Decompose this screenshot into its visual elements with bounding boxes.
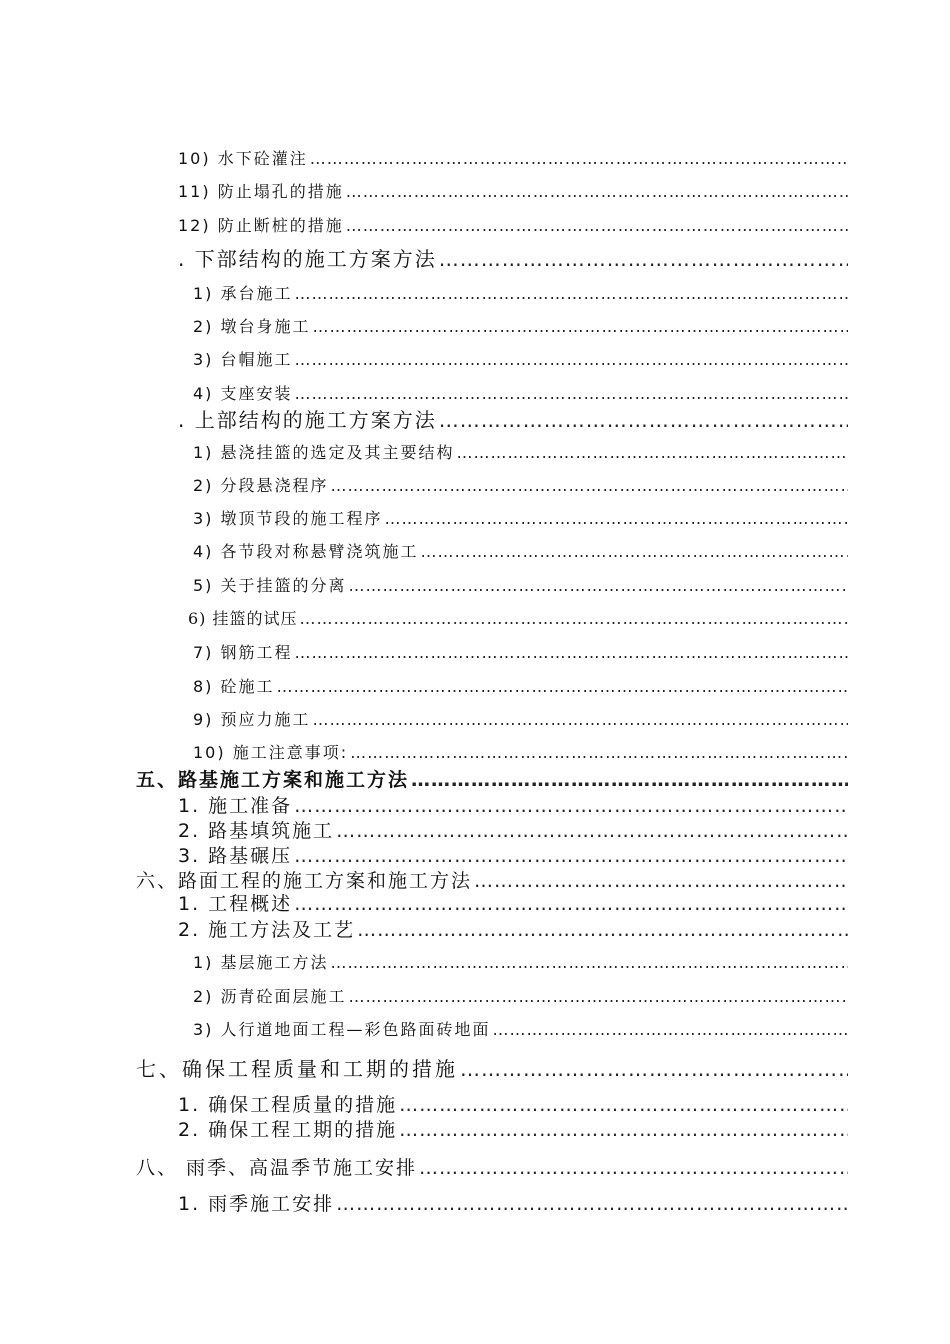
toc-entry-text: 11) 防止塌孔的措施	[178, 182, 344, 201]
toc-line	[178, 791, 848, 818]
toc-line	[178, 1115, 848, 1142]
dot-leader	[295, 350, 848, 369]
toc-line	[178, 179, 848, 202]
toc-line	[136, 1053, 848, 1082]
toc-entry-text: . 下部结构的施工方案方法	[178, 247, 437, 271]
toc-entry-text: 10) 施工注意事项:	[193, 743, 349, 762]
toc-line	[178, 213, 848, 236]
toc-line	[178, 404, 848, 433]
toc-entry-text: 1. 施工准备	[178, 795, 293, 817]
toc-line	[178, 915, 848, 942]
dot-leader	[385, 509, 848, 528]
toc-entry-text: 1. 工程概述	[178, 893, 293, 915]
dot-leader	[349, 576, 848, 595]
dot-leader	[460, 1057, 848, 1081]
dot-leader	[331, 953, 848, 972]
dot-leader	[295, 284, 848, 303]
toc-line	[188, 606, 848, 629]
toc-line	[178, 1090, 848, 1117]
toc-entry-text: 8) 砼施工	[193, 677, 275, 696]
toc-line	[193, 381, 848, 404]
toc-entry-text: 3) 墩顶节段的施工程序	[193, 509, 383, 528]
toc-line	[178, 816, 848, 843]
dot-leader	[336, 820, 848, 842]
toc-entry-text: 12) 防止断桩的措施	[178, 216, 344, 235]
dot-leader	[336, 1193, 848, 1215]
dot-leader	[419, 1157, 848, 1179]
dot-leader	[399, 1119, 848, 1141]
dot-leader	[357, 919, 848, 941]
dot-leader	[310, 149, 848, 168]
toc-entry-text: 1) 悬浇挂篮的选定及其主要结构	[193, 443, 455, 462]
toc-line	[136, 1153, 848, 1180]
toc-entry-text: 3) 人行道地面工程—彩色路面砖地面	[193, 1020, 491, 1039]
toc-line	[193, 740, 848, 763]
dot-leader	[346, 216, 848, 235]
dot-leader	[277, 677, 848, 696]
dot-leader	[313, 710, 848, 729]
toc-entry-text: 2) 沥青砼面层施工	[193, 987, 347, 1006]
toc-entry-text: 2) 分段悬浇程序	[193, 476, 329, 495]
toc-line	[193, 314, 848, 337]
toc-entry-text: 9) 预应力施工	[193, 710, 311, 729]
dot-leader	[439, 408, 848, 432]
dot-leader	[493, 1020, 848, 1039]
dot-leader	[295, 643, 848, 662]
toc-entry-text: . 上部结构的施工方案方法	[178, 408, 437, 432]
toc-line	[193, 674, 848, 697]
toc-entry-text: 4) 各节段对称悬臂浇筑施工	[193, 542, 419, 561]
toc-entry-text: 2. 施工方法及工艺	[178, 919, 356, 941]
toc-entry-text: 1. 雨季施工安排	[178, 1193, 335, 1215]
dot-leader	[399, 1094, 848, 1116]
toc-line	[193, 440, 848, 463]
toc-entry-text: 2. 路基填筑施工	[178, 820, 335, 842]
toc-line	[193, 347, 848, 370]
toc-line	[193, 950, 848, 973]
toc-line	[178, 146, 848, 169]
dot-leader	[349, 987, 848, 1006]
toc-entry-text: 5) 关于挂篮的分离	[193, 576, 347, 595]
toc-entry-text: 3) 台帽施工	[193, 350, 293, 369]
toc-line	[178, 841, 848, 868]
toc-line	[178, 1189, 848, 1216]
dot-leader	[411, 769, 848, 791]
toc-line	[193, 281, 848, 304]
toc-entry-text: 10) 水下砼灌注	[178, 149, 308, 168]
toc-entry-text: 3. 路基碾压	[178, 845, 293, 867]
dot-leader	[300, 609, 848, 628]
dot-leader	[439, 247, 848, 271]
toc-entry-text: 七、确保工程质量和工期的措施	[136, 1057, 458, 1081]
dot-leader	[295, 384, 848, 403]
toc-line	[193, 984, 848, 1007]
dot-leader	[331, 476, 848, 495]
toc-line	[193, 473, 848, 496]
toc-entry-text: 八、 雨季、高温季节施工安排	[136, 1157, 418, 1179]
dot-leader	[294, 893, 848, 915]
toc-entry-text: 1) 基层施工方法	[193, 953, 329, 972]
toc-line	[193, 1017, 848, 1040]
toc-line	[178, 889, 848, 916]
toc-entry-text: 6) 挂篮的试压	[188, 609, 298, 628]
dot-leader	[350, 743, 848, 762]
toc-entry-text: 2. 确保工程工期的措施	[178, 1119, 398, 1141]
toc-entry-text: 4) 支座安装	[193, 384, 293, 403]
toc-entry-text: 五、路基施工方案和施工方法	[136, 769, 410, 791]
dot-leader	[346, 182, 848, 201]
toc-line	[193, 573, 848, 596]
dot-leader	[421, 542, 848, 561]
toc-line	[193, 707, 848, 730]
toc-entry-text: 1) 承台施工	[193, 284, 293, 303]
dot-leader	[457, 443, 848, 462]
dot-leader	[294, 845, 848, 867]
toc-entry-text: 2) 墩台身施工	[193, 317, 311, 336]
toc-line	[193, 506, 848, 529]
toc-line	[193, 539, 848, 562]
dot-leader	[313, 317, 848, 336]
toc-entry-text: 六、路面工程的施工方案和施工方法	[136, 870, 473, 892]
toc-line	[193, 640, 848, 663]
toc-line	[178, 243, 848, 272]
dot-leader	[294, 795, 848, 817]
toc-line	[136, 765, 848, 792]
toc-entry-text: 1. 确保工程质量的措施	[178, 1094, 398, 1116]
toc-entry-text: 7) 钢筋工程	[193, 643, 293, 662]
